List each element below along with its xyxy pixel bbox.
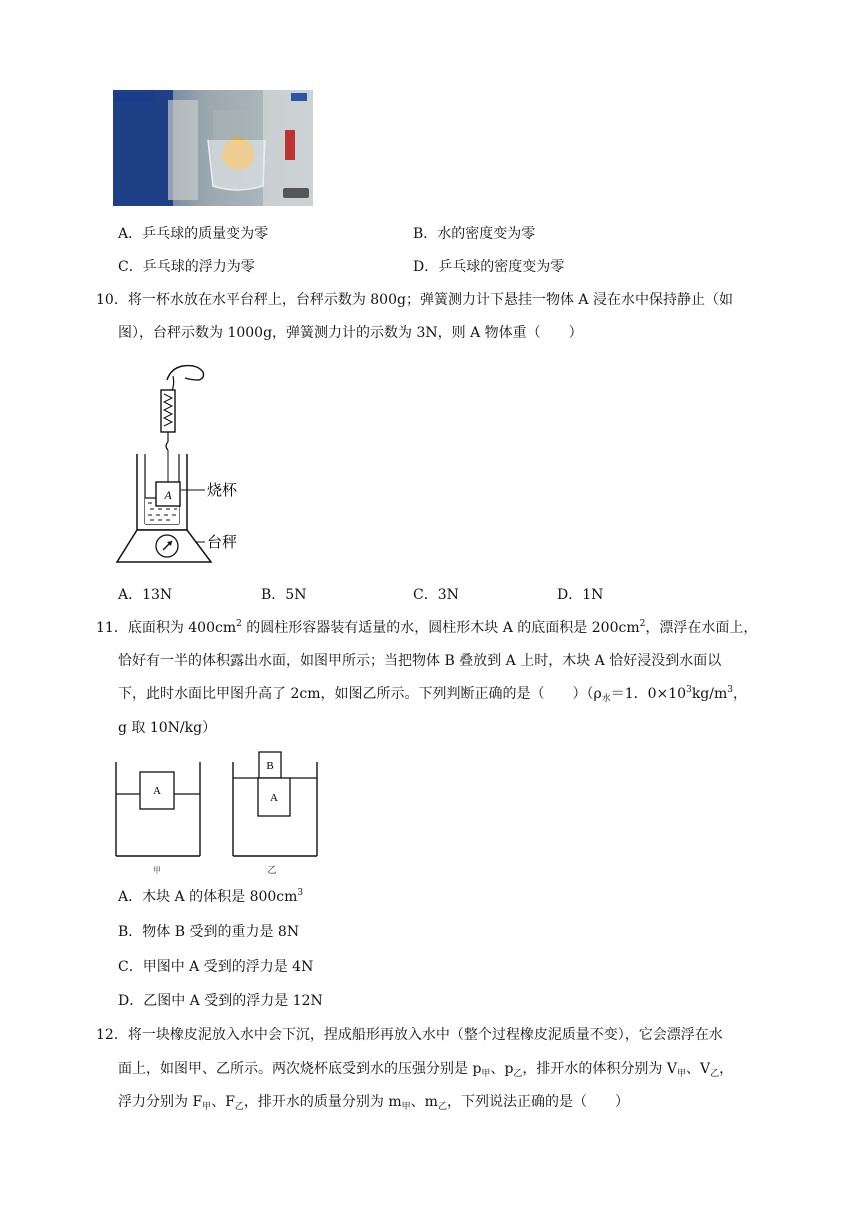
svg-text:A: A — [270, 792, 278, 804]
question-11-figure — [112, 748, 322, 884]
question-11-line3: 下，此时水面比甲图升高了 2cm，如图乙所示。下列判断正确的是（ ）（$\rho_水=1$．$0\times 10^3kg/m^3$， — [118, 685, 747, 704]
question-12-line2: 面上，如图甲、乙所示。两次烧杯底受到水的压强分别是 $p_甲$、$p_乙$，排开水的体积分别为 $V_甲$、$V_乙$， — [118, 1061, 734, 1079]
option-d: D．乒乓球的密度变为零 — [413, 259, 565, 275]
svg-text:乙: 乙 — [267, 866, 277, 876]
question-12-line3: 浮力分别为 $F_甲$、$F_乙$，排开水的质量分别为 $m_甲$、$m_乙$，下列说法正确的是（ ） — [118, 1094, 629, 1112]
q11-option-c: C．甲图中 A 受到的浮力是 4N — [118, 959, 314, 975]
q10-option-d: D．1N — [557, 587, 604, 603]
q11-option-d: D．乙图中 A 受到的浮力是 12N — [118, 993, 323, 1009]
photo-illustration — [113, 90, 313, 206]
question-11-line1: 11．底面积为 $400cm^2$ 的圆柱形容器装有适量的水，圆柱形木块 A 的底面积是 $200cm^2$，漂浮在水面上， — [96, 619, 758, 636]
question-12-line1: 12．将一块橡皮泥放入水中会下沉，捏成船形再放入水中（整个过程橡皮泥质量不变），它会漂浮在水 — [96, 1027, 723, 1043]
astronaut-sleeve — [113, 90, 173, 206]
option-b: B．水的密度变为零 — [413, 226, 536, 242]
q11-option-b: B．物体 B 受到的重力是 8N — [118, 924, 300, 940]
svg-text:甲: 甲 — [153, 866, 161, 875]
question-11-line4: g 取 10N/kg） — [118, 720, 217, 736]
q10-option-a: A．13N — [118, 587, 173, 603]
svg-text:烧杯: 烧杯 — [207, 481, 238, 499]
question-10-line1: 10．将一杯水放在水平台秤上，台秤示数为 800g；弹簧测力计下悬挂一物体 A 浸在水中保持静止（如 — [96, 292, 733, 308]
container-yi — [233, 752, 317, 876]
svg-text:A: A — [164, 488, 172, 502]
question-10-figure — [115, 362, 275, 574]
question-11-line2: 恰好有一半的体积露出水面，如图甲所示；当把物体 B 叠放到 A 上时，木块 A 恰好浸没到水面以 — [118, 653, 722, 669]
play-time-badge — [283, 188, 309, 198]
svg-text:台秤: 台秤 — [207, 533, 238, 551]
q10-option-b: B．5N — [261, 587, 307, 603]
option-c: C．乒乓球的浮力为零 — [118, 259, 255, 275]
svg-text:B: B — [266, 760, 274, 772]
question-10-line2: 图），台秤示数为 1000g，弹簧测力计的示数为 3N，则 A 物体重（ ） — [118, 325, 583, 341]
q10-option-c: C．3N — [413, 587, 459, 603]
logo-badge — [115, 93, 153, 102]
q11-option-a: A．木块 A 的体积是 $800cm^3$ — [118, 888, 304, 905]
space-station-photo — [113, 90, 313, 206]
svg-text:A: A — [153, 785, 161, 797]
container-jia — [116, 762, 200, 875]
option-a: A．乒乓球的质量变为零 — [118, 226, 269, 242]
